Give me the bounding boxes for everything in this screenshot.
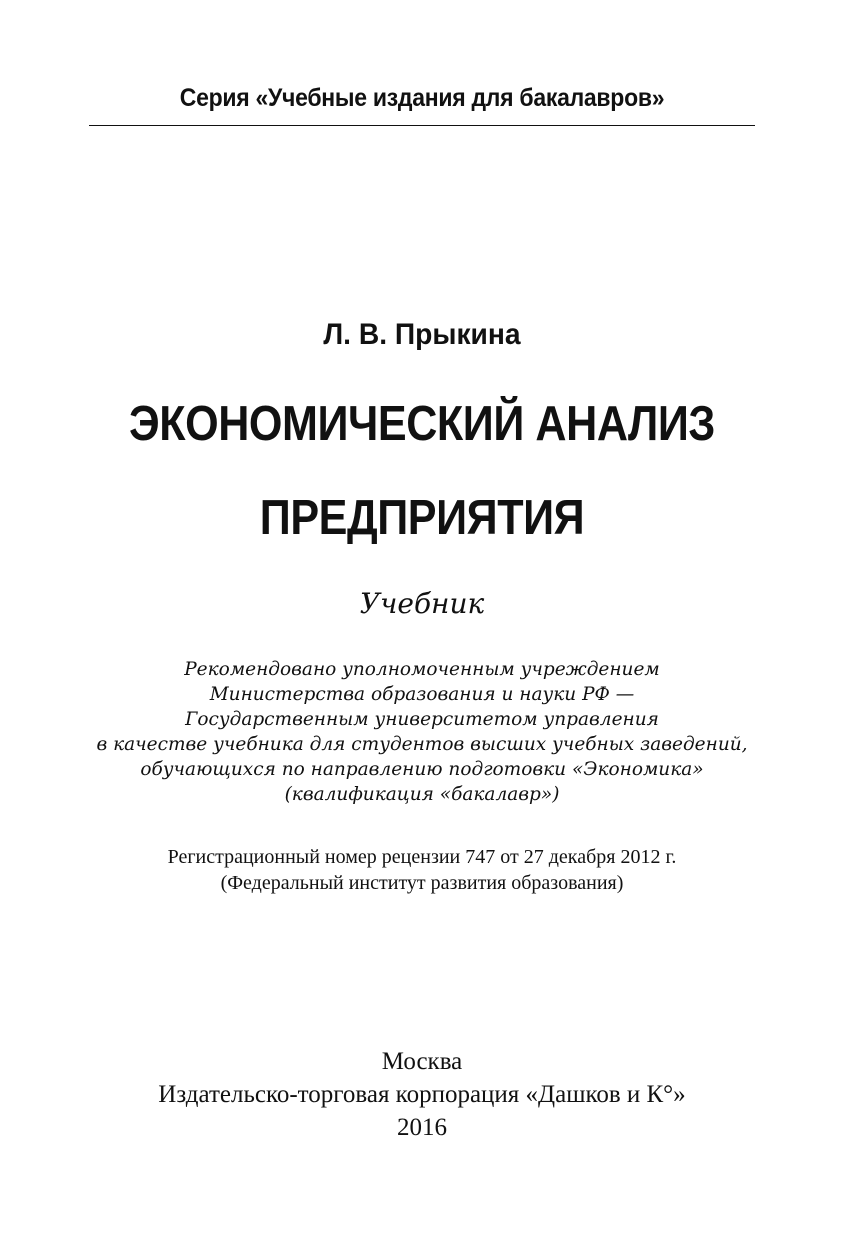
recommendation-line: Государственным университетом управления [185,709,659,730]
series-title: Серия «Учебные издания для бакалавров» [179,84,665,112]
imprint [60,1045,784,1144]
registration-note [60,844,784,896]
author-name: Л. В. Прыкина [323,318,521,351]
recommendation-line: (квалификация «бакалавр») [284,784,560,805]
recommendation-line: обучающихся по направлению подготовки «Экономика» [140,759,704,780]
registration-line: Регистрационный номер рецензии 747 от 27 декабря 2012 г. [167,846,677,868]
registration-line: (Федеральный институт развития образования) [220,872,624,894]
book-title-line-2: ПРЕДПРИЯТИЯ [259,491,585,545]
imprint-city: Москва [381,1048,463,1075]
recommendation-line: Рекомендовано уполномоченным учреждением [184,659,660,680]
recommendation-note [60,657,784,807]
book-genre: Учебник [359,587,485,620]
book-title-line-1: ЭКОНОМИЧЕСКИЙ АНАЛИЗ [128,397,716,451]
series-divider [89,125,755,126]
recommendation-line: в качестве учебника для студентов высших учебных заведений, [96,734,748,755]
imprint-year: 2016 [397,1114,447,1141]
recommendation-line: Министерства образования и науки РФ — [209,684,635,705]
imprint-publisher: Издательско-торговая корпорация «Дашков и К°» [158,1081,686,1108]
